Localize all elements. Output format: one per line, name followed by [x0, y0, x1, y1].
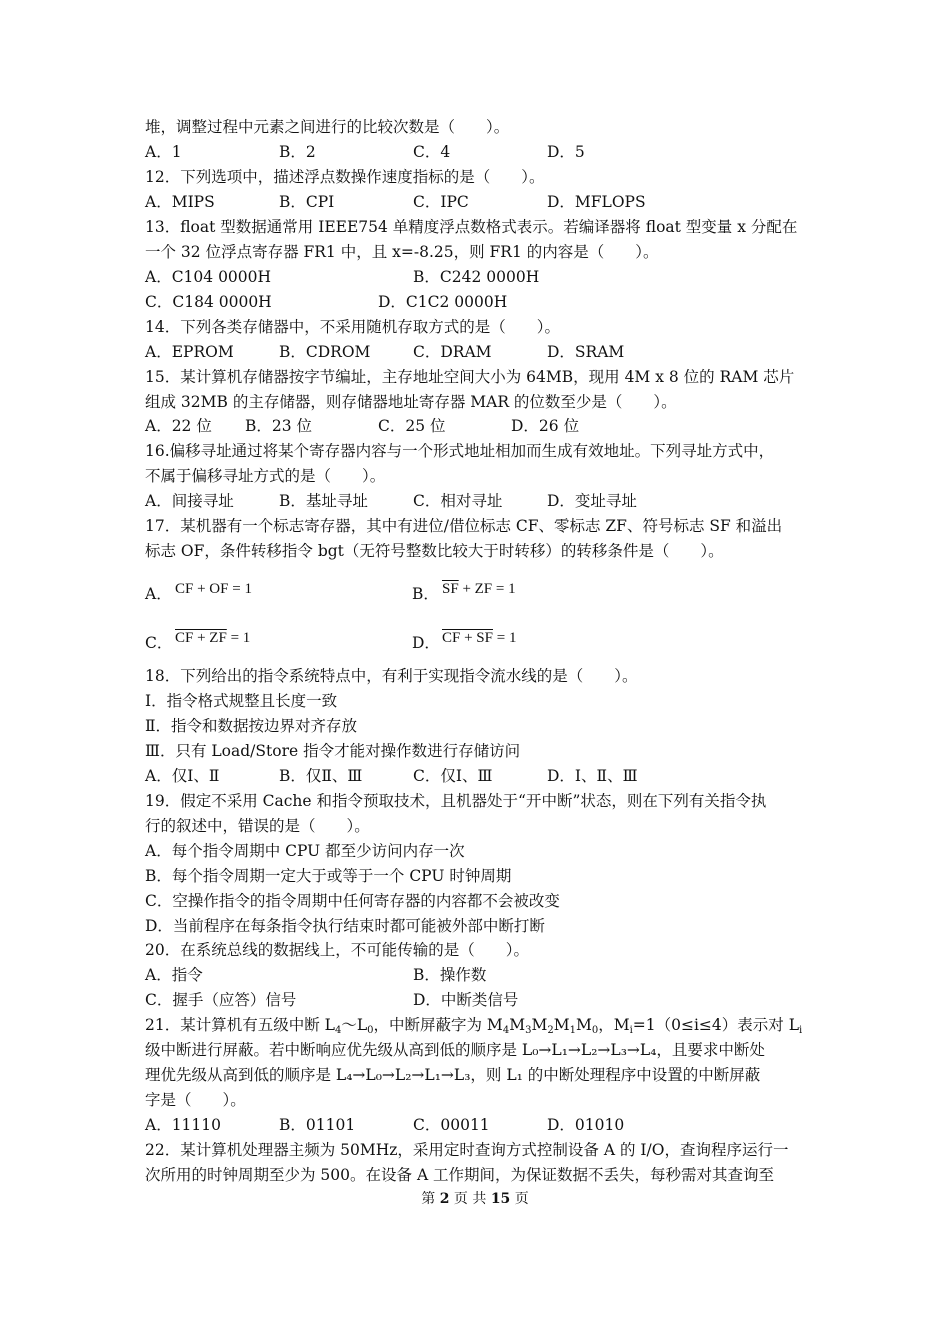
- option-b: B．仅Ⅱ、Ⅲ: [279, 767, 363, 785]
- question-17-cont: 标志 OF，条件转移指令 bgt（无符号整数比较大于时转移）的转移条件是（ ）。: [145, 542, 724, 560]
- option-d: D．MFLOPS: [547, 193, 646, 211]
- option-a: A．指令: [145, 966, 203, 984]
- footer-mid: 页 共: [453, 1191, 487, 1207]
- option-a: A．间接寻址: [145, 492, 234, 510]
- formula-d-overlined: CF + SF: [442, 630, 493, 646]
- option-b: B．基址寻址: [279, 492, 368, 510]
- question-21: 21．某计算机有五级中断 $L_4\sim L_0$，中断屏蔽字为 $M_4M_3M_2M_1M_0$，$M_i=1(0\le i\le 4)$表示对 $L_i$: [145, 1016, 803, 1036]
- q21-text-1: 21．某计算机有五级中断 L: [145, 1016, 335, 1034]
- option-c: C．空操作指令的指令周期中任何寄存器的内容都不会被改变: [145, 892, 560, 910]
- formula-d: [442, 628, 516, 648]
- option-c: C．00011: [413, 1116, 490, 1134]
- option-a: A．MIPS: [145, 193, 215, 211]
- option-d: D．: [412, 634, 440, 652]
- option-b: B．CDROM: [279, 343, 371, 361]
- question-13-cont: 一个 32 位浮点寄存器 FR1 中，且 x=-8.25，则 FR1 的内容是（ ）。: [145, 243, 659, 261]
- question-21-cont: 理优先级从高到低的顺序是 L₄→L₀→L₂→L₁→L₃，则 L₁ 的中断处理程序中设置的中断屏蔽: [145, 1066, 761, 1084]
- statement-ii: Ⅱ．指令和数据按边界对齐存放: [145, 717, 358, 735]
- option-a: A．22 位: [145, 417, 212, 435]
- question-17: 17．某机器有一个标志寄存器，其中有进位/借位标志 CF、零标志 ZF、符号标志 SF 和溢出: [145, 517, 783, 535]
- option-b: B．2: [279, 143, 316, 161]
- option-a: A．仅Ⅰ、Ⅱ: [145, 767, 220, 785]
- formula-d-rest: = 1: [493, 630, 517, 646]
- formula-c: [175, 628, 250, 648]
- option-c: C．C184 0000H: [145, 293, 272, 311]
- formula-c-rest: = 1: [226, 630, 251, 646]
- option-a: A．1: [145, 143, 182, 161]
- formula-b-overlined: $\overline{SF}$: [442, 581, 459, 597]
- option-d: D．SRAM: [547, 343, 625, 361]
- question-21-cont: 级中断进行屏蔽。若中断响应优先级从高到低的顺序是 L₀→L₁→L₂→L₃→L₄，且要求中断处: [145, 1041, 765, 1059]
- option-d: D．变址寻址: [547, 492, 637, 510]
- option-a: A．: [145, 585, 172, 603]
- option-a: A．11110: [145, 1116, 222, 1134]
- formula-b: [442, 579, 516, 599]
- q21-text-5: =1（0≤i≤4）表示对 L: [632, 1016, 799, 1034]
- footer-post: 页: [514, 1191, 529, 1207]
- question-14: 14．下列各类存储器中，不采用随机存取方式的是（ ）。: [145, 318, 560, 336]
- option-d: D．01010: [547, 1116, 625, 1134]
- formula-b-rest: + ZF = 1: [458, 581, 516, 597]
- option-c: C．握手（应答）信号: [145, 991, 297, 1009]
- option-c: C．4: [413, 143, 451, 161]
- option-c: C．25 位: [378, 417, 446, 435]
- option-d: D．当前程序在每条指令执行结束时都可能被外部中断打断: [145, 917, 545, 935]
- statement-i: Ⅰ．指令格式规整且长度一致: [145, 692, 338, 710]
- option-b: B．01101: [279, 1116, 356, 1134]
- question-13: 13．float 型数据通常用 IEEE754 单精度浮点数格式表示。若编译器将 float 型变量 x 分配在: [145, 218, 798, 236]
- q21-text-4: ，M: [598, 1016, 630, 1034]
- option-c: C．相对寻址: [413, 492, 503, 510]
- option-b: B．23 位: [245, 417, 313, 435]
- option-b: B．: [412, 585, 439, 603]
- statement-iii: Ⅲ．只有 Load/Store 指令才能对操作数进行存储访问: [145, 742, 521, 760]
- option-d: D．5: [547, 143, 585, 161]
- option-a: A．每个指令周期中 CPU 都至少访问内存一次: [145, 842, 465, 860]
- q21-text-3: ，中断屏蔽字为 M: [373, 1016, 503, 1034]
- page-footer: [0, 1188, 950, 1208]
- option-b: B．每个指令周期一定大于或等于一个 CPU 时钟周期: [145, 867, 512, 885]
- question-22: 22．某计算机处理器主频为 50MHz，采用定时查询方式控制设备 A 的 I/O，查询程序运行一: [145, 1141, 789, 1159]
- question-15: 15．某计算机存储器按字节编址，主存地址空间大小为 64MB，现用 4M x 8 位的 RAM 芯片: [145, 368, 795, 386]
- option-d: D．中断类信号: [413, 991, 519, 1009]
- question-15-cont: 组成 32MB 的主存储器，则存储器地址寄存器 MAR 的位数至少是（ ）。: [145, 393, 677, 411]
- option-b: B．操作数: [413, 966, 487, 984]
- option-b: B．C242 0000H: [413, 268, 540, 286]
- question-16: 16.偏移寻址通过将某个寄存器内容与一个形式地址相加而生成有效地址。下列寻址方式中，: [145, 442, 775, 460]
- option-d: D．C1C2 0000H: [378, 293, 508, 311]
- option-c: C．: [145, 634, 173, 652]
- q21-text-2: ～L: [341, 1016, 368, 1034]
- question-22-cont: 次所用的时钟周期至少为 500。在设备 A 工作期间，为保证数据不丢失，每秒需对其查询至: [145, 1166, 775, 1184]
- footer-pre: 第: [421, 1191, 436, 1207]
- question-16-cont: 不属于偏移寻址方式的是（ ）。: [145, 467, 386, 485]
- option-d: D．Ⅰ、Ⅱ、Ⅲ: [547, 767, 638, 785]
- option-b: B．CPI: [279, 193, 335, 211]
- text-line: 堆，调整过程中元素之间进行的比较次数是（ ）。: [145, 118, 510, 136]
- option-d: D．26 位: [511, 417, 580, 435]
- question-19: 19．假定不采用 Cache 和指令预取技术，且机器处于“开中断”状态，则在下列有关指令执: [145, 792, 767, 810]
- question-19-cont: 行的叙述中，错误的是（ ）。: [145, 817, 370, 835]
- option-c: C．仅Ⅰ、Ⅲ: [413, 767, 493, 785]
- total-pages: 15: [490, 1191, 511, 1207]
- formula-a: CF + OF = 1: [175, 581, 252, 597]
- formula-c-overlined: CF + ZF: [175, 630, 227, 646]
- question-12: 12．下列选项中，描述浮点数操作速度指标的是（ ）。: [145, 168, 545, 186]
- question-18: 18．下列给出的指令系统特点中，有利于实现指令流水线的是（ ）。: [145, 667, 638, 685]
- question-21-cont: 字是（ ）。: [145, 1091, 246, 1109]
- question-20: 20．在系统总线的数据线上，不可能传输的是（ ）。: [145, 941, 529, 959]
- page-number: 2: [439, 1191, 450, 1207]
- option-a: A．C104 0000H: [145, 268, 272, 286]
- option-a: A．EPROM: [145, 343, 234, 361]
- option-c: C．DRAM: [413, 343, 492, 361]
- option-c: C．IPC: [413, 193, 469, 211]
